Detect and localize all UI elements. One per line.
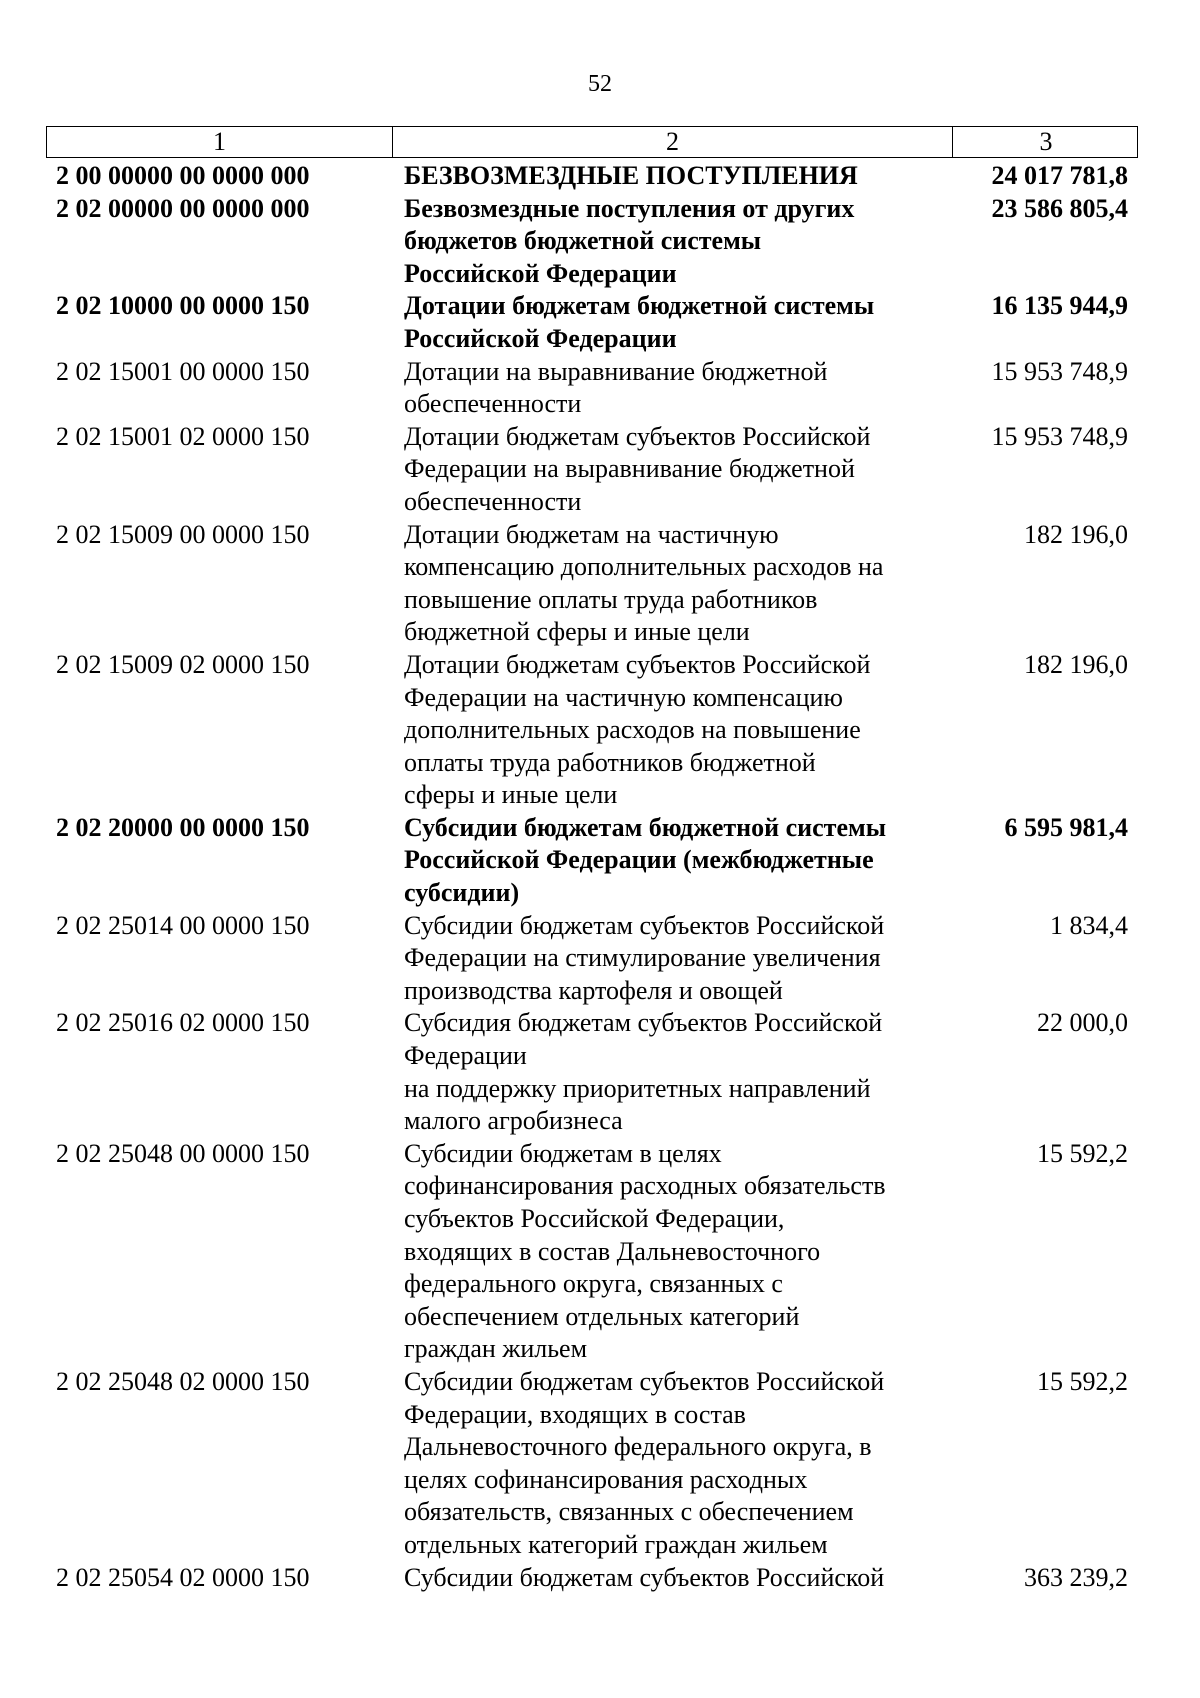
- revenue-name-line: Дотации бюджетам субъектов Российской: [404, 649, 871, 679]
- revenue-name-line: граждан жильем: [404, 1334, 588, 1364]
- revenue-name-cell: [391, 160, 951, 193]
- revenue-name-line: повышение оплаты труда работников: [404, 584, 818, 614]
- table-row: [46, 1138, 1138, 1366]
- amount-cell: 1 834,4: [1050, 910, 1128, 940]
- table-row: [46, 812, 1138, 910]
- revenue-name-cell: [391, 1562, 951, 1595]
- revenue-name-line: Российской Федерации (межбюджетные: [404, 845, 874, 875]
- table-row: [46, 1562, 1138, 1595]
- amount-cell: 15 953 748,9: [991, 356, 1128, 386]
- revenue-name-cell: [391, 649, 951, 812]
- budget-code-cell: 2 02 00000 00 0000 000: [56, 193, 310, 223]
- revenue-name-line: бюджетной сферы и иные цели: [404, 617, 750, 647]
- table-row: [46, 421, 1138, 519]
- table-row: [46, 519, 1138, 649]
- revenue-name-line: обеспеченности: [404, 389, 582, 419]
- budget-code-cell: 2 02 25048 00 0000 150: [56, 1138, 310, 1168]
- revenue-name-line: софинансирования расходных обязательств: [404, 1171, 886, 1201]
- revenue-name-line: обеспеченности: [404, 486, 582, 516]
- revenue-name-line: Субсидии бюджетам бюджетной системы: [404, 812, 887, 842]
- revenue-name-line: малого агробизнеса: [404, 1106, 623, 1136]
- revenue-name-cell: [391, 356, 951, 421]
- revenue-name-line: целях софинансирования расходных: [404, 1464, 808, 1494]
- revenue-name-line: Безвозмездные поступления от других: [404, 193, 855, 223]
- revenue-name-cell: [391, 193, 951, 291]
- revenue-name-cell: [391, 1007, 951, 1137]
- page-number: 52: [588, 71, 612, 97]
- budget-code-cell: 2 02 20000 00 0000 150: [56, 812, 310, 842]
- amount-cell: 182 196,0: [1024, 649, 1128, 679]
- revenue-name-line: Российской Федерации: [404, 258, 677, 288]
- amount-cell: 182 196,0: [1024, 519, 1128, 549]
- budget-code-cell: 2 02 25048 02 0000 150: [56, 1366, 310, 1396]
- budget-code-cell: 2 02 25014 00 0000 150: [56, 910, 310, 940]
- budget-code-cell: 2 02 25016 02 0000 150: [56, 1008, 310, 1038]
- revenue-name-cell: [391, 421, 951, 519]
- revenue-name-line: Дотации бюджетам на частичную: [404, 519, 779, 549]
- revenue-name-line: обязательств, связанных с обеспечением: [404, 1497, 854, 1527]
- table-row: [46, 290, 1138, 355]
- revenue-name-line: Субсидии бюджетам субъектов Российской: [404, 910, 885, 940]
- table-row: [46, 160, 1138, 193]
- revenue-name-cell: [391, 519, 951, 649]
- revenue-name-line: Субсидия бюджетам субъектов Российской: [404, 1008, 883, 1038]
- column-header-name: 2: [392, 127, 952, 157]
- revenue-name-line: Дальневосточного федерального округа, в: [404, 1432, 872, 1462]
- revenue-name-line: отдельных категорий граждан жильем: [404, 1529, 828, 1559]
- revenue-name-line: обеспечением отдельных категорий: [404, 1301, 800, 1331]
- amount-cell: 15 592,2: [1037, 1366, 1128, 1396]
- revenue-name-cell: [391, 1138, 951, 1366]
- amount-cell: 22 000,0: [1037, 1008, 1128, 1038]
- revenue-name-line: Субсидии бюджетам в целях: [404, 1138, 722, 1168]
- table-row: [46, 649, 1138, 812]
- revenue-name-line: субсидии): [404, 878, 520, 908]
- revenue-name-line: оплаты труда работников бюджетной: [404, 747, 816, 777]
- budget-code-cell: 2 02 15001 00 0000 150: [56, 356, 310, 386]
- revenue-name-line: бюджетов бюджетной системы: [404, 226, 762, 256]
- budget-code-cell: 2 02 25054 02 0000 150: [56, 1562, 310, 1592]
- revenue-name-line: компенсацию дополнительных расходов на: [404, 552, 884, 582]
- budget-code-cell: 2 02 10000 00 0000 150: [56, 291, 310, 321]
- budget-code-cell: 2 02 15001 02 0000 150: [56, 421, 310, 451]
- revenue-name-cell: [391, 290, 951, 355]
- revenue-name-line: Дотации на выравнивание бюджетной: [404, 356, 828, 386]
- revenue-name-line: субъектов Российской Федерации,: [404, 1204, 785, 1233]
- revenue-name-line: федерального округа, связанных с: [404, 1269, 783, 1299]
- revenue-name-line: производства картофеля и овощей: [404, 975, 783, 1005]
- revenue-name-line: Федерации на частичную компенсацию: [404, 682, 843, 712]
- amount-cell: 363 239,2: [1024, 1562, 1128, 1592]
- amount-cell: 24 017 781,8: [991, 161, 1128, 190]
- budget-code-cell: 2 00 00000 00 0000 000: [56, 161, 310, 190]
- revenue-name-line: входящих в состав Дальневосточного: [404, 1236, 821, 1266]
- budget-code-cell: 2 02 15009 00 0000 150: [56, 519, 310, 549]
- revenue-name-line: дополнительных расходов на повышение: [404, 715, 861, 745]
- revenue-name-line: Российской Федерации: [404, 323, 677, 353]
- table-body: [46, 160, 1138, 1594]
- revenue-name-line: Федерации, входящих в состав: [404, 1399, 746, 1429]
- table-header-row: [46, 126, 1138, 158]
- revenue-name-line: Дотации бюджетам бюджетной системы: [404, 291, 875, 321]
- revenue-name-line: Дотации бюджетам субъектов Российской: [404, 421, 871, 451]
- revenue-name-cell: [391, 910, 951, 1008]
- table-row: [46, 1007, 1138, 1137]
- table-row: [46, 1366, 1138, 1562]
- table-row: [46, 910, 1138, 1008]
- revenue-name-line: БЕЗВОЗМЕЗДНЫЕ ПОСТУПЛЕНИЯ: [404, 161, 858, 190]
- revenue-name-line: на поддержку приоритетных направлений: [404, 1073, 871, 1103]
- table-row: [46, 193, 1138, 291]
- revenue-name-cell: [391, 812, 951, 910]
- column-header-amount: 3: [952, 127, 1139, 157]
- column-header-code: 1: [213, 127, 226, 156]
- revenue-name-line: Субсидии бюджетам субъектов Российской: [404, 1366, 885, 1396]
- revenue-name-line: Субсидии бюджетам субъектов Российской: [404, 1562, 885, 1592]
- amount-cell: 15 953 748,9: [991, 421, 1128, 451]
- amount-cell: 15 592,2: [1037, 1138, 1128, 1168]
- amount-cell: 23 586 805,4: [991, 193, 1128, 223]
- revenue-name-cell: [391, 1366, 951, 1562]
- revenue-name-line: Федерации на стимулирование увеличения: [404, 943, 881, 973]
- amount-cell: 16 135 944,9: [991, 291, 1128, 321]
- revenue-name-line: Федерации: [404, 1041, 527, 1071]
- revenue-name-line: Федерации на выравнивание бюджетной: [404, 454, 855, 484]
- table-row: [46, 356, 1138, 421]
- revenue-name-line: сферы и иные цели: [404, 780, 618, 810]
- amount-cell: 6 595 981,4: [1004, 812, 1128, 842]
- budget-code-cell: 2 02 15009 02 0000 150: [56, 649, 310, 679]
